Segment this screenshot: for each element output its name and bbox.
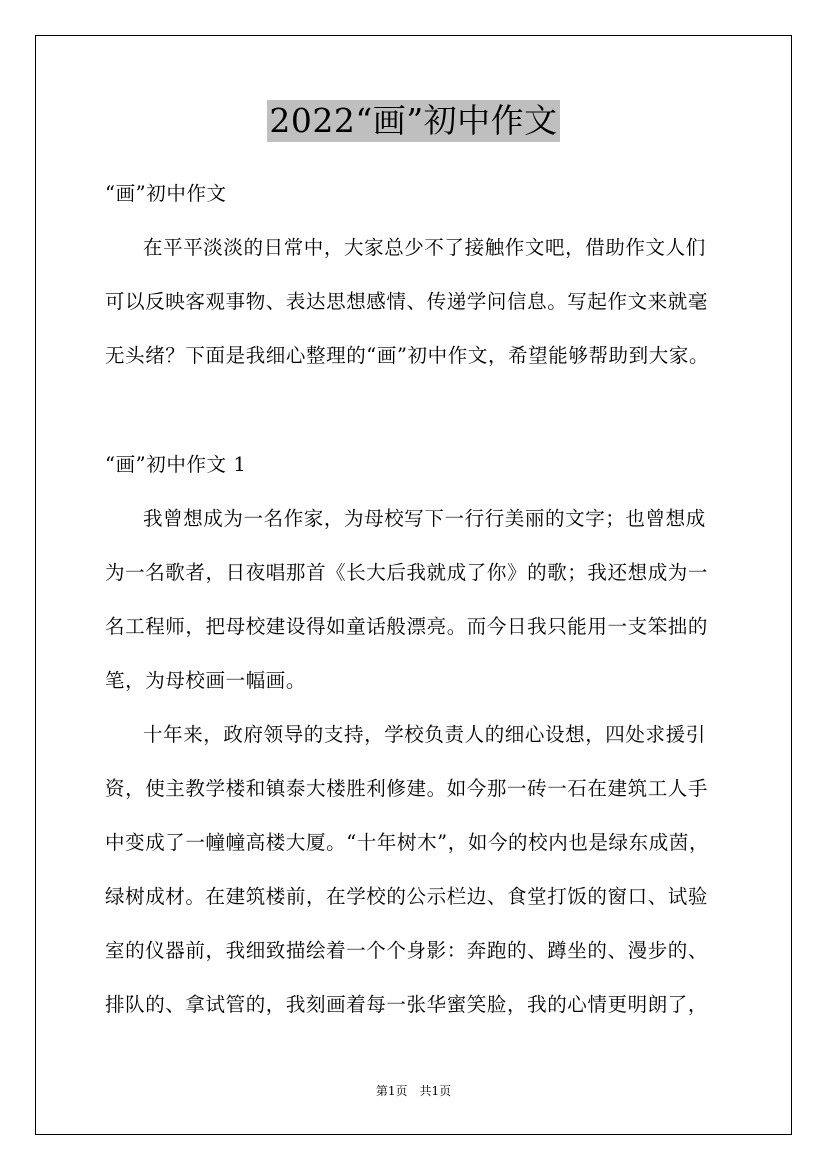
essay1-para2-line: 中变成了一幢幢高楼大厦。“十年树木”，如今的校内也是绿东成茵， [105,831,710,854]
essay1-para2-line: 室的仪器前，我细致描绘着一个个身影：奔跑的、蹲坐的、漫步的、 [105,939,709,962]
intro-line: 在平平淡淡的日常中，大家总少不了接触作文吧，借助作文人们 [143,236,706,259]
essay1-para1-line: 笔，为母校画一幅画。 [105,669,307,692]
page-number: 第1页 共1页 [375,1084,452,1098]
essay1-para2-line: 十年来，政府领导的支持，学校负责人的细心设想，四处求援引 [143,723,706,746]
essay1-heading: “画”初中作文 1 [105,453,247,476]
essay1-para1-line: 我曾想成为一名作家，为母校写下一行行美丽的文字；也曾想成 [143,507,706,530]
essay1-para2-line: 资，使主教学楼和镇泰大楼胜利修建。如今那一砖一石在建筑工人手 [105,777,709,800]
essay1-para2-line: 排队的、拿试管的，我刻画着每一张华蜜笑脸，我的心情更明朗了， [105,993,709,1016]
intro-line: 可以反映客观事物、表达思想感情、传递学问信息。写起作文来就毫 [105,290,709,313]
essay1-para1-line: 名工程师，把母校建设得如童话般漂亮。而今日我只能用一支笨拙的 [105,615,709,638]
essay1-para1-line: 为一名歌者，日夜唱那首《长大后我就成了你》的歌；我还想成为一 [105,561,709,584]
essay1-para2-line: 绿树成材。在建筑楼前，在学校的公示栏边、食堂打饭的窗口、试验 [105,885,709,908]
intro-heading: “画”初中作文 [105,182,227,205]
intro-line: 无头绪？下面是我细心整理的“画”初中作文，希望能够帮助到大家。 [105,344,710,367]
document-title: 2022“画”初中作文 [269,101,558,140]
title-wrap [0,100,827,142]
